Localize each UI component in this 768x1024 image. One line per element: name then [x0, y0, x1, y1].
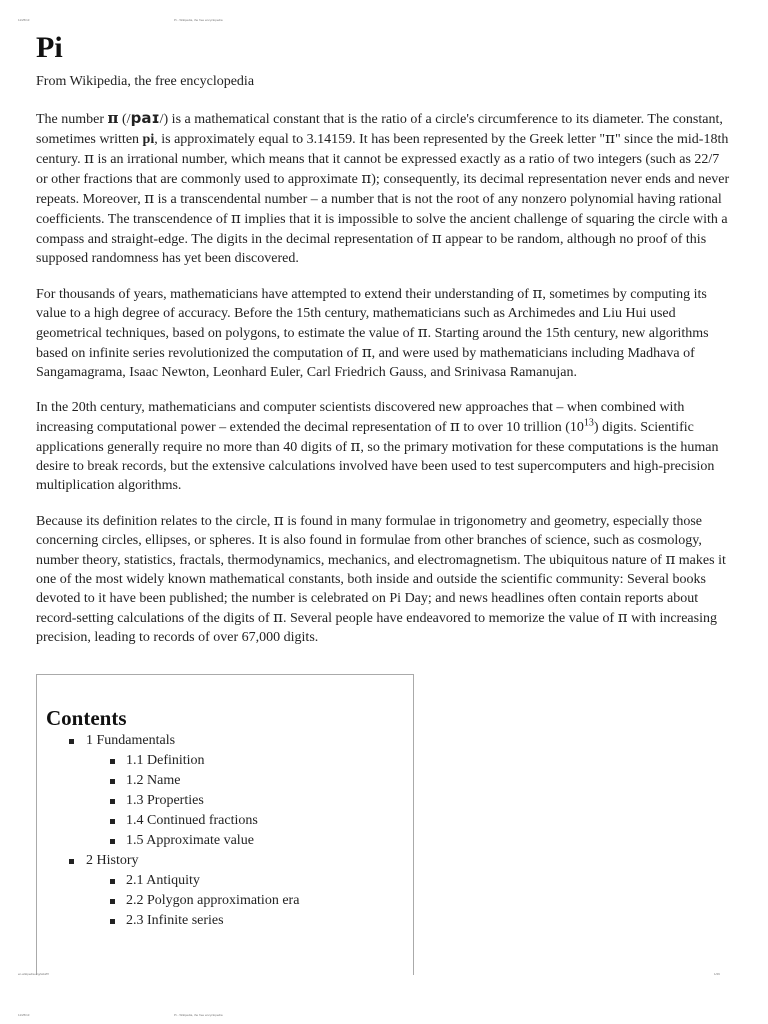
toc-subitem [86, 911, 413, 931]
bold-term: pi [142, 132, 155, 147]
toc-item-history [37, 851, 413, 931]
toc-link[interactable]: 1.5 Approximate value [126, 833, 254, 848]
paragraph-history: For thousands of years, mathematicians have attempted to extend their understanding of π, sometimes by computing its value to a high degree of accuracy. Before the 15th century, mathematicians such as Archimedes and Liu Hui used geometrical techniques, based on polygons, to estimate the value of π. Starting around the 15th century, new algorithms based on infinite series revolutionized the computation of π, and were used by mathematicians including Madhava of Sangamagrama, Isaac Newton, Leonhard Euler, Carl Friedrich Gauss, and Srinivasa Ramanujan. [36, 284, 709, 380]
toc-subitem [86, 831, 413, 851]
bullet-icon [110, 839, 115, 844]
pronunciation-link[interactable]: paɪ [130, 109, 160, 127]
paragraph-modern: In the 20th century, mathematicians and computer scientists discovered new approaches that – when combined with increasing computational power – extended the decimal representation of π to over 10 trillion $(10^{13})$ digits. Scientific applications generally require no more than 40 digits of π, so the primary motivation for these computations is the human desire to break records, but the extensive calculations involved have been used to test supercomputers and high-precision multiplication algorithms. [36, 400, 719, 493]
bullet-icon [110, 799, 115, 804]
toc-link[interactable]: 2 History [86, 853, 139, 868]
toc-subitem [86, 811, 413, 831]
print-footer-page: 1/29 [714, 972, 720, 976]
bullet-icon [69, 859, 74, 864]
print-header-date-next: 11/25/13 [18, 1013, 30, 1017]
article [36, 30, 732, 647]
toc-subitem [86, 791, 413, 811]
paragraph-culture: Because its definition relates to the circle, π is found in many formulae in trigonometry and geometry, especially those concerning circles, ellipses, or spheres. It is also found in formulae from other branches of science, such as cosmology, number theory, statistics, fractals, thermodynamics, mechanics, and electromagnetism. The ubiquitous nature of π makes it one of the most widely known mathematical constants, both inside and outside the scientific community: Several books devoted to it have been published; the number is celebrated on Pi Day; and news headlines often contain reports about record-setting calculations of the digits of π. Several people have endeavored to memorize the value of π with increasing precision, leading to records of over 67,000 digits. [36, 511, 726, 645]
toc-sublist [86, 751, 413, 851]
print-footer-url: en.wikipedia.org/wiki/Pi [18, 972, 50, 976]
toc-link[interactable]: 1.2 Name [126, 773, 181, 788]
toc-sublist [86, 871, 413, 931]
toc-link[interactable]: 1.4 Continued fractions [126, 813, 258, 828]
bullet-icon [110, 759, 115, 764]
exponent: 13 [583, 417, 594, 429]
toc-link[interactable]: 2.1 Antiquity [126, 873, 200, 888]
pi-symbol: π [107, 109, 119, 127]
print-header-date: 11/25/13 [18, 18, 30, 22]
toc-subitem [86, 871, 413, 891]
toc-link[interactable]: 2.3 Infinite series [126, 913, 224, 928]
toc-item-fundamentals [37, 731, 413, 851]
toc-list [37, 731, 413, 931]
toc-link[interactable]: 2.2 Polygon approximation era [126, 893, 300, 908]
bullet-icon [110, 919, 115, 924]
toc-link[interactable]: 1 Fundamentals [86, 733, 176, 748]
article-subtitle: From Wikipedia, the free encyclopedia [36, 74, 255, 89]
toc-link[interactable]: 1.1 Definition [126, 753, 205, 768]
bullet-icon [110, 879, 115, 884]
bullet-icon [110, 779, 115, 784]
table-of-contents [36, 674, 414, 975]
print-header-title-next: Pi - Wikipedia, the free encyclopedia [174, 1013, 223, 1017]
print-header-title: Pi - Wikipedia, the free encyclopedia [174, 18, 223, 22]
paragraph-intro: The number π (/paɪ/) is a mathematical constant that is the ratio of a circle's circumference to its diameter. The constant, sometimes written pi, is approximately equal to 3.14159. It has been represented by the Greek letter "π" since the mid-18th century. π is an irrational number, which means that it cannot be expressed exactly as a ratio of two integers (such as 22/7 or other fractions that are commonly used to approximate π); consequently, its decimal representation never ends and never repeats. Moreover, π is a transcendental number – a number that is not the root of any nonzero polynomial having rational coefficients. The transcendence of π implies that it is impossible to solve the ancient challenge of squaring the circle with a compass and straight-edge. The digits in the decimal representation of π appear to be random, although no proof of this supposed randomness has yet been discovered. [36, 109, 730, 266]
toc-subitem [86, 751, 413, 771]
toc-link[interactable]: 1.3 Properties [126, 793, 204, 808]
bullet-icon [69, 739, 74, 744]
page-title: Pi [36, 31, 63, 64]
toc-subitem [86, 771, 413, 791]
bullet-icon [110, 899, 115, 904]
toc-subitem [86, 891, 413, 911]
bullet-icon [110, 819, 115, 824]
toc-title: Contents [46, 706, 127, 730]
